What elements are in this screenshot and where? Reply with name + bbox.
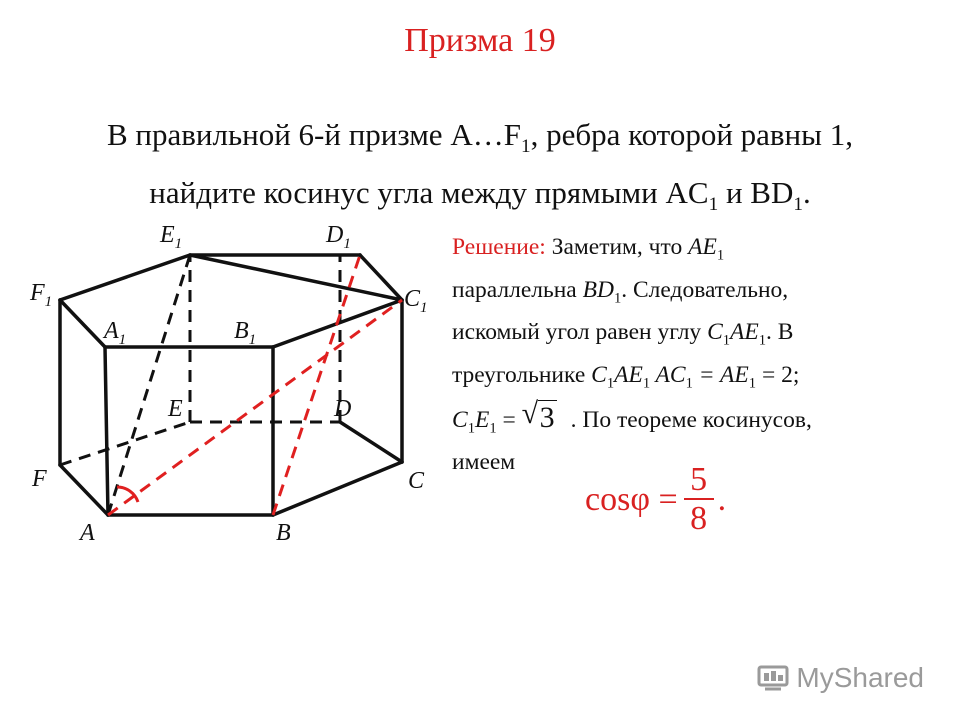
edge-f1-a1 — [60, 300, 105, 347]
solution-line-6: имеем — [452, 449, 516, 476]
logo-text: MyShared — [796, 662, 924, 693]
label-a1: $A_1$ — [104, 318, 127, 348]
edge-c-d — [340, 422, 402, 462]
formula-lhs: cosφ = — [585, 481, 678, 518]
segment-e1-c1 — [190, 255, 402, 300]
slide-title: Призма 19 — [404, 22, 556, 59]
label-b: B — [276, 520, 291, 546]
edge-a-a1 — [105, 347, 108, 515]
edge-a-f — [60, 465, 108, 515]
presentation-board-icon — [756, 663, 790, 693]
sqrt-three: √ 3 — [521, 396, 555, 434]
myshared-logo — [756, 662, 924, 694]
formula-end: . — [717, 481, 727, 518]
label-c1: $C_1$ — [404, 286, 428, 316]
label-b1: $B_1$ — [234, 318, 257, 348]
label-a: A — [80, 520, 95, 546]
solution-line-2: параллельна $BD_1$. Следовательно, — [452, 276, 789, 307]
label-c: C — [408, 468, 425, 494]
hidden-segment-a-e1 — [108, 255, 190, 515]
label-e: E — [168, 396, 183, 422]
solution-line-4: треугольнике $C_1AE_1$ $AC_1 = AE_1 = 2$; — [452, 362, 800, 392]
label-d: D — [334, 396, 352, 422]
edge-e1-f1 — [60, 255, 190, 300]
cosine-formula — [585, 458, 726, 542]
solution-text — [452, 230, 948, 479]
solution-line-5: $C_1E_1$ = √ 3 . По теореме косинусов, — [452, 396, 812, 437]
problem-line-2: найдите косинус угла между прямыми $AC_1$ и $BD_1$. — [149, 175, 811, 216]
label-d1: $D_1$ — [326, 222, 351, 252]
label-f: F — [32, 466, 47, 492]
problem-line-1: В правильной 6-й призме $A\dots F_1$, ребра которой равны 1, — [107, 117, 853, 158]
label-f1: $F_1$ — [30, 280, 53, 310]
hidden-edge-f-e — [60, 422, 190, 465]
hexagonal-prism-figure — [20, 210, 450, 550]
fraction-numerator: 5 — [690, 461, 708, 498]
solution-line-3: искомый угол равен углу $C_1AE_1$. В — [452, 319, 794, 350]
solution-label: Решение: — [452, 234, 546, 260]
fraction-denominator: 8 — [690, 500, 708, 537]
solution-line-1: Решение: Заметим, что $AE_1$ — [452, 234, 725, 264]
label-e1: $E_1$ — [160, 222, 183, 252]
edge-b-c — [273, 462, 402, 515]
fraction — [684, 462, 714, 538]
